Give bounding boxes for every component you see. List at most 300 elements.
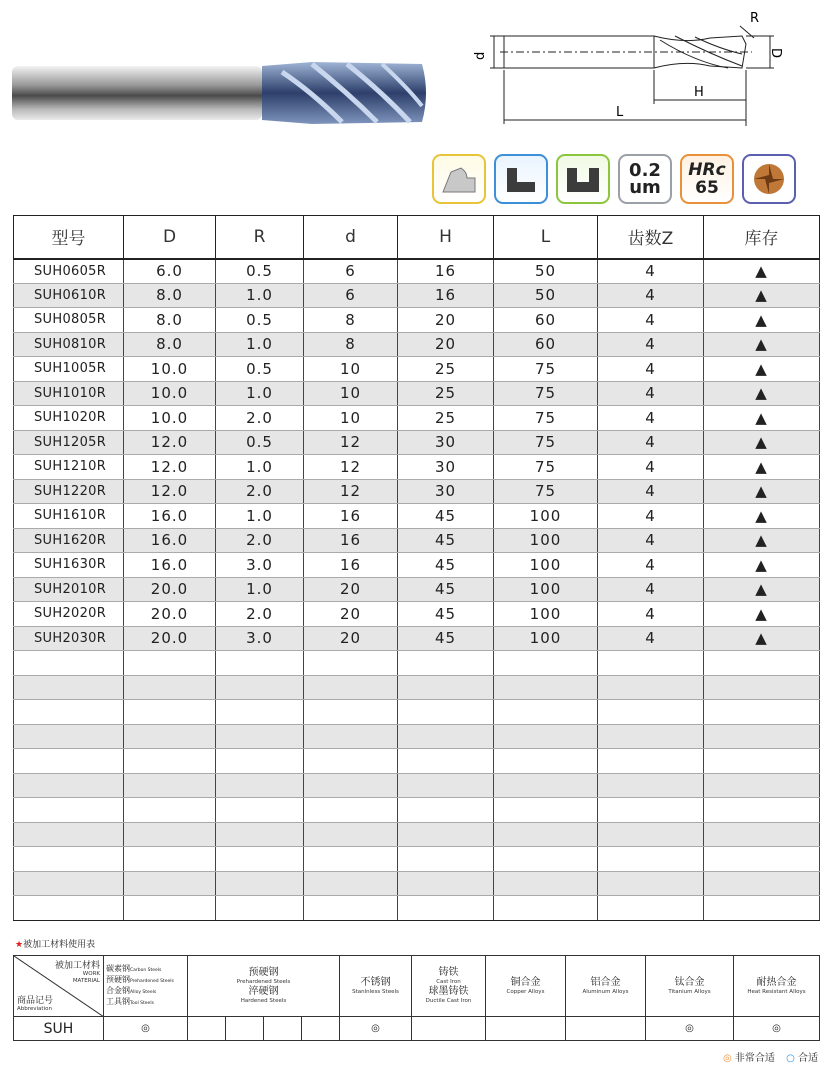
empty-cell [398,773,494,798]
column-header: 齿数Z [598,216,704,259]
table-cell: 30 [398,430,494,455]
table-cell: 4 [598,357,704,382]
empty-cell [494,700,598,725]
empty-cell [216,675,304,700]
work-material-cn: 被加工材料 [54,961,100,971]
diagram-label-R: R [750,11,760,26]
column-header: d [304,216,398,259]
table-cell: 16.0 [124,553,216,578]
cast-iron-cn: 铸铁 [438,967,459,978]
empty-cell [598,798,704,823]
column-header: R [216,216,304,259]
table-cell: 75 [494,406,598,431]
table-cell: 8.0 [124,332,216,357]
prehardened-cn: 预硬钢 [248,967,279,978]
model-cell: SUH1005R [14,357,124,382]
empty-cell [216,773,304,798]
empty-row [14,724,820,749]
copper-cn: 铜合金 [510,976,541,988]
table-row [14,406,820,431]
table-cell: 2.0 [216,479,304,504]
table-cell: 20 [398,308,494,333]
empty-cell [216,847,304,872]
empty-cell [398,896,494,921]
empty-cell [124,847,216,872]
empty-cell [398,847,494,872]
empty-cell [124,822,216,847]
table-cell: 100 [494,553,598,578]
steel-type-cn: 工具钢 [106,997,130,1006]
column-header: 型号 [14,216,124,259]
table-row [14,553,820,578]
model-cell: SUH2020R [14,602,124,627]
empty-cell [14,798,124,823]
empty-cell [598,675,704,700]
materials-header-row [14,956,820,1017]
heat-resistant-cn: 耐热合金 [756,976,797,988]
empty-cell [704,871,820,896]
empty-cell [494,651,598,676]
hardness-label: HRc [688,160,726,180]
steel-type [106,975,187,986]
stock-cell: ▲ [704,283,820,308]
table-cell: 16.0 [124,528,216,553]
aluminum-header [566,956,646,1017]
stainless-header [340,956,412,1017]
empty-row [14,871,820,896]
suitability-mark: ◎ [734,1017,820,1041]
empty-cell [124,871,216,896]
empty-cell [124,700,216,725]
table-cell: 8.0 [124,308,216,333]
table-cell: 20 [304,626,398,651]
empty-cell [704,798,820,823]
stock-cell: ▲ [704,406,820,431]
empty-row [14,675,820,700]
table-cell: 8 [304,332,398,357]
empty-cell [494,847,598,872]
table-cell: 4 [598,602,704,627]
stock-cell: ▲ [704,626,820,651]
table-cell: 45 [398,602,494,627]
empty-cell [216,651,304,676]
table-cell: 1.0 [216,332,304,357]
steel-type-en: Tool Steels [130,1001,154,1006]
heat-resistant-header [734,956,820,1017]
empty-cell [216,700,304,725]
steel-type-en: Prehardened Steels [130,979,174,984]
stock-cell: ▲ [704,602,820,627]
table-row [14,479,820,504]
table-row [14,381,820,406]
table-cell: 4 [598,455,704,480]
diagram-label-d: d [473,51,488,60]
table-cell: 45 [398,504,494,529]
table-cell: 10 [304,357,398,382]
table-cell: 4 [598,479,704,504]
ductile-cn: 球墨铸铁 [428,986,469,997]
column-header: D [124,216,216,259]
model-cell: SUH0810R [14,332,124,357]
profile-machining-icon [432,154,486,204]
tolerance-value: 0.2 [629,160,661,181]
table-cell: 25 [398,357,494,382]
table-cell: 4 [598,381,704,406]
hardened-cn: 淬硬钢 [248,986,279,997]
table-cell: 16.0 [124,504,216,529]
copper-header [486,956,566,1017]
table-cell: 12.0 [124,479,216,504]
titanium-cn: 钛合金 [674,976,705,988]
empty-cell [598,896,704,921]
abbreviation-en: Abbreviation [17,1006,52,1012]
table-cell: 16 [398,283,494,308]
stock-cell: ▲ [704,504,820,529]
stock-cell: ▲ [704,381,820,406]
table-cell: 4 [598,308,704,333]
empty-cell [598,749,704,774]
table-cell: 6 [304,259,398,284]
table-cell: 50 [494,259,598,284]
suitability-mark [412,1017,486,1041]
empty-cell [398,749,494,774]
table-cell: 16 [304,528,398,553]
table-cell: 50 [494,283,598,308]
very-suitable-symbol: ◎ [722,1053,732,1064]
table-cell: 4 [598,332,704,357]
specification-table [13,215,820,921]
materials-title [15,937,95,950]
table-cell: 4 [598,626,704,651]
table-cell: 100 [494,577,598,602]
table-row [14,455,820,480]
table-cell: 60 [494,308,598,333]
empty-cell [598,773,704,798]
table-cell: 75 [494,357,598,382]
table-cell: 4 [598,504,704,529]
stock-cell: ▲ [704,577,820,602]
table-cell: 10.0 [124,357,216,382]
heat-resistant-en: Heat Resistant Alloys [747,988,806,995]
table-cell: 75 [494,430,598,455]
empty-cell [398,822,494,847]
empty-cell [494,773,598,798]
table-cell: 45 [398,626,494,651]
empty-cell [304,700,398,725]
empty-cell [304,724,398,749]
empty-cell [124,724,216,749]
table-cell: 75 [494,381,598,406]
table-cell: 4 [598,259,704,284]
table-row [14,283,820,308]
model-cell: SUH0805R [14,308,124,333]
empty-cell [14,749,124,774]
tolerance-unit: um [629,177,661,198]
suitability-mark: ◎ [104,1017,188,1041]
prehardened-en: Prehardened Steels [236,979,291,985]
empty-cell [124,896,216,921]
table-cell: 0.5 [216,259,304,284]
suitability-mark: ◎ [340,1017,412,1041]
empty-cell [704,675,820,700]
stock-cell: ▲ [704,357,820,382]
table-cell: 25 [398,406,494,431]
table-cell: 45 [398,528,494,553]
table-cell: 6.0 [124,259,216,284]
table-cell: 3.0 [216,553,304,578]
suitable-symbol: ○ [786,1053,795,1064]
stainless-cn: 不锈钢 [360,976,391,988]
ductile-en: Ductile Cast Iron [425,998,472,1004]
table-cell: 1.0 [216,381,304,406]
table-cell: 16 [398,259,494,284]
model-cell: SUH0610R [14,283,124,308]
hardness-icon [680,154,734,204]
empty-cell [398,871,494,896]
table-cell: 16 [304,553,398,578]
empty-cell [704,847,820,872]
table-cell: 20 [398,332,494,357]
empty-cell [704,651,820,676]
empty-cell [704,773,820,798]
model-cell: SUH1620R [14,528,124,553]
table-cell: 30 [398,479,494,504]
cast-iron-en: Cast Iron [436,979,461,985]
table-row [14,357,820,382]
aluminum-en: Aluminum Alloys [582,988,629,995]
table-cell: 20 [304,602,398,627]
table-row [14,528,820,553]
stock-cell: ▲ [704,528,820,553]
hardness-value: 65 [695,178,719,198]
empty-cell [494,675,598,700]
table-cell: 6 [304,283,398,308]
table-cell: 75 [494,455,598,480]
suitability-mark [566,1017,646,1041]
empty-cell [304,798,398,823]
empty-cell [304,749,398,774]
table-cell: 10 [304,381,398,406]
model-cell: SUH1220R [14,479,124,504]
stock-cell: ▲ [704,308,820,333]
empty-cell [494,798,598,823]
empty-cell [398,675,494,700]
prehardened-hardened-header [188,956,340,1017]
model-cell: SUH2030R [14,626,124,651]
stock-cell: ▲ [704,455,820,480]
empty-cell [216,749,304,774]
steel-type [106,997,187,1008]
table-cell: 25 [398,381,494,406]
table-row [14,259,820,284]
table-cell: 10 [304,406,398,431]
empty-cell [304,773,398,798]
empty-cell [14,822,124,847]
table-cell: 100 [494,528,598,553]
empty-cell [304,847,398,872]
suitability-mark [486,1017,566,1041]
materials-suh-row [14,1017,820,1041]
cast-iron-header [412,956,486,1017]
empty-cell [494,724,598,749]
slot-milling-icon [556,154,610,204]
diagram-label-D: D [768,48,783,59]
table-cell: 2.0 [216,602,304,627]
tolerance-icon [618,154,672,204]
star-icon: ★ [15,940,24,950]
model-cell: SUH1610R [14,504,124,529]
empty-cell [494,871,598,896]
table-row [14,430,820,455]
table-row [14,577,820,602]
table-cell: 1.0 [216,283,304,308]
table-row [14,602,820,627]
materials-title-text: 被加工材料使用表 [23,940,96,950]
model-cell: SUH1210R [14,455,124,480]
empty-row [14,700,820,725]
table-cell: 12 [304,479,398,504]
column-header: 库存 [704,216,820,259]
table-cell: 45 [398,577,494,602]
tool-photo [12,62,432,124]
stock-cell: ▲ [704,553,820,578]
empty-row [14,773,820,798]
table-cell: 30 [398,455,494,480]
aluminum-cn: 铝合金 [590,976,621,988]
series-name: SUH [14,1017,104,1041]
steel-type-cn: 碳素钢 [106,964,130,973]
suitability-mark [302,1017,340,1041]
table-cell: 10.0 [124,381,216,406]
steels-header [104,956,188,1017]
shoulder-milling-icon [494,154,548,204]
empty-cell [124,651,216,676]
steel-type-cn: 预硬钢 [106,975,130,984]
empty-cell [14,847,124,872]
diagram-label-L: L [616,105,624,120]
table-cell: 12.0 [124,455,216,480]
stock-cell: ▲ [704,259,820,284]
table-cell: 1.0 [216,504,304,529]
empty-row [14,822,820,847]
very-suitable-label: 非常合适 [734,1053,775,1064]
table-cell: 20.0 [124,577,216,602]
table-cell: 0.5 [216,430,304,455]
empty-cell [216,871,304,896]
model-cell: SUH1010R [14,381,124,406]
table-cell: 1.0 [216,455,304,480]
model-cell: SUH1020R [14,406,124,431]
steel-type [106,964,187,975]
stainless-en: Stanlnless Steels [352,988,399,995]
work-material-en2: MATERIAL [72,978,100,984]
abbreviation-cn: 商品记号 [17,996,54,1006]
empty-cell [216,724,304,749]
table-cell: 20 [304,577,398,602]
empty-cell [124,773,216,798]
table-cell: 100 [494,626,598,651]
table-cell: 12 [304,455,398,480]
table-cell: 45 [398,553,494,578]
empty-cell [704,822,820,847]
table-cell: 4 [598,577,704,602]
table-cell: 100 [494,504,598,529]
table-cell: 60 [494,332,598,357]
stock-cell: ▲ [704,430,820,455]
tool-dimension-diagram [470,4,790,128]
table-cell: 0.5 [216,308,304,333]
table-cell: 12 [304,430,398,455]
empty-cell [14,651,124,676]
empty-cell [598,724,704,749]
empty-cell [494,896,598,921]
steel-type-en: Carbon Steels [130,968,162,973]
empty-cell [598,822,704,847]
table-cell: 3.0 [216,626,304,651]
table-cell: 2.0 [216,406,304,431]
titanium-header [646,956,734,1017]
empty-row [14,798,820,823]
column-header: L [494,216,598,259]
table-cell: 4 [598,553,704,578]
empty-row [14,749,820,774]
titanium-en: Titanium Alloys [668,988,711,995]
empty-cell [704,724,820,749]
diagram-label-H: H [694,85,704,100]
empty-cell [398,651,494,676]
model-cell: SUH1630R [14,553,124,578]
steel-type [106,986,187,997]
feature-icons [432,154,796,204]
table-cell: 75 [494,479,598,504]
copper-en: Copper Alloys [506,988,545,995]
table-cell: 2.0 [216,528,304,553]
empty-cell [598,847,704,872]
work-material-en1: WORK [82,971,100,977]
empty-cell [598,871,704,896]
suitability-mark: ◎ [646,1017,734,1041]
empty-cell [704,749,820,774]
stock-cell: ▲ [704,479,820,504]
empty-cell [494,749,598,774]
table-cell: 4 [598,430,704,455]
empty-cell [304,896,398,921]
empty-cell [14,896,124,921]
table-cell: 8 [304,308,398,333]
suitability-mark [226,1017,264,1041]
table-cell: 4 [598,283,704,308]
table-cell: 4 [598,406,704,431]
suitability-mark [188,1017,226,1041]
table-cell: 10.0 [124,406,216,431]
model-cell: SUH0605R [14,259,124,284]
steel-type-cn: 合金钢 [106,986,130,995]
table-row [14,504,820,529]
empty-cell [124,749,216,774]
materials-table [13,955,820,1041]
legend [723,1049,818,1064]
empty-cell [704,700,820,725]
table-cell: 100 [494,602,598,627]
table-row [14,308,820,333]
empty-cell [398,798,494,823]
empty-cell [304,871,398,896]
empty-cell [216,822,304,847]
table-cell: 4 [598,528,704,553]
empty-cell [304,822,398,847]
empty-cell [304,675,398,700]
table-cell: 8.0 [124,283,216,308]
